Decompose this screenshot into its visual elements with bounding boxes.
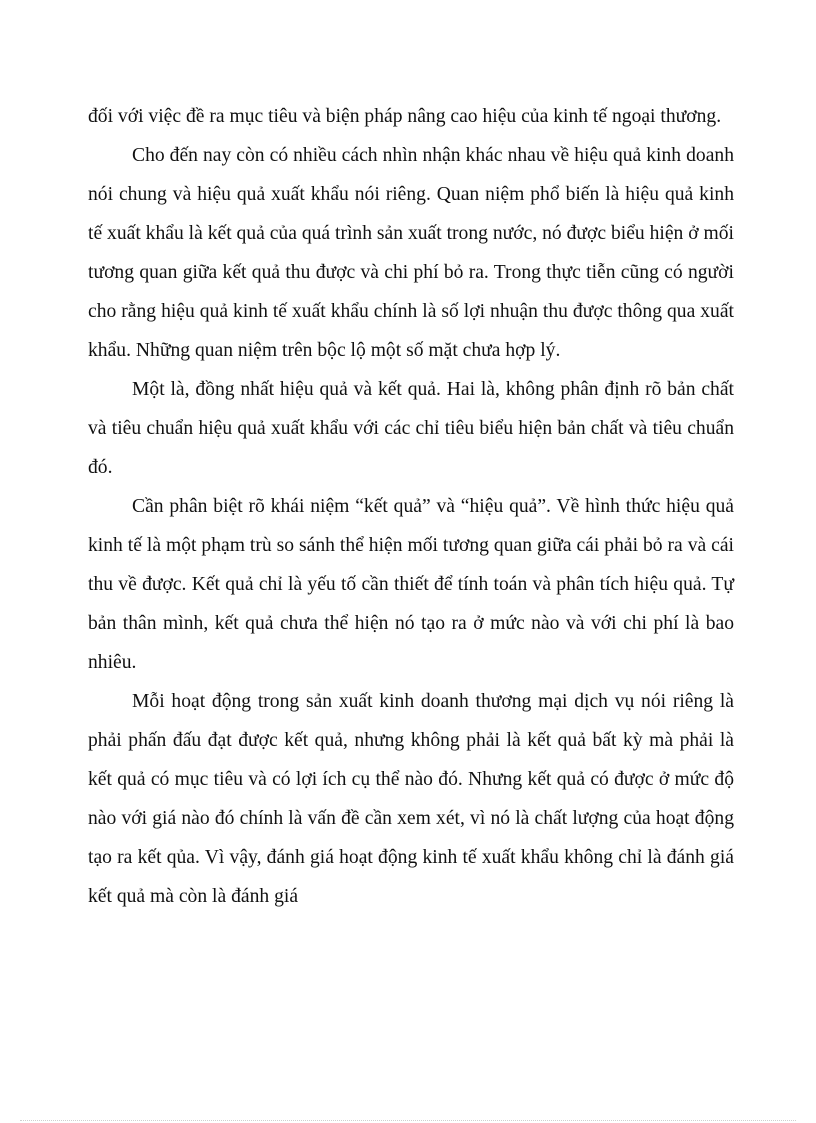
paragraph-5: Mỗi hoạt động trong sản xuất kinh doanh thương mại dịch vụ nói riêng là phải phấn đấu đạt được kết quả, nhưng không phải là kết quả bất kỳ mà phải là kết quả có mục tiêu và có lợi ích cụ thể nào đó. Nhưng kết quả có được ở mức độ nào với giá nào đó chính là vấn đề cần xem xét, vì nó là chất lượng của hoạt động tạo ra kết qủa. Vì vậy, đánh giá hoạt động kinh tế xuất khẩu không chỉ là đánh giá kết quả mà còn là đánh giá	[88, 691, 734, 907]
page-bottom-divider	[20, 1120, 796, 1121]
paragraph-4: Cần phân biệt rõ khái niệm “kết quả” và “hiệu quả”. Về hình thức hiệu quả kinh tế là một phạm trù so sánh thể hiện mối tương quan giữa cái phải bỏ ra và cái thu về được. Kết quả chỉ là yếu tố cần thiết để tính toán và phân tích hiệu quả. Tự bản thân mình, kết quả chưa thể hiện nó tạo ra ở mức nào và với chi phí là bao nhiêu.	[88, 496, 734, 673]
paragraph-1: đối với việc đề ra mục tiêu và biện pháp nâng cao hiệu của kinh tế ngoại thương.	[88, 106, 722, 127]
paragraph-2: Cho đến nay còn có nhiều cách nhìn nhận khác nhau về hiệu quả kinh doanh nói chung và hiệu quả xuất khẩu nói riêng. Quan niệm phổ biến là hiệu quả kinh tế xuất khẩu là kết quả của quá trình sản xuất trong nước, nó được biểu hiện ở mối tương quan giữa kết quả thu được và chi phí bỏ ra. Trong thực tiễn cũng có người cho rằng hiệu quả kinh tế xuất khẩu chính là số lợi nhuận thu được thông qua xuất khẩu. Những quan niệm trên bộc lộ một số mặt chưa hợp lý.	[88, 145, 734, 361]
body-text	[88, 97, 734, 916]
paragraph-3: Một là, đồng nhất hiệu quả và kết quả. Hai là, không phân định rõ bản chất và tiêu chuẩn hiệu quả xuất khẩu với các chỉ tiêu biểu hiện bản chất và tiêu chuẩn đó.	[88, 379, 734, 478]
